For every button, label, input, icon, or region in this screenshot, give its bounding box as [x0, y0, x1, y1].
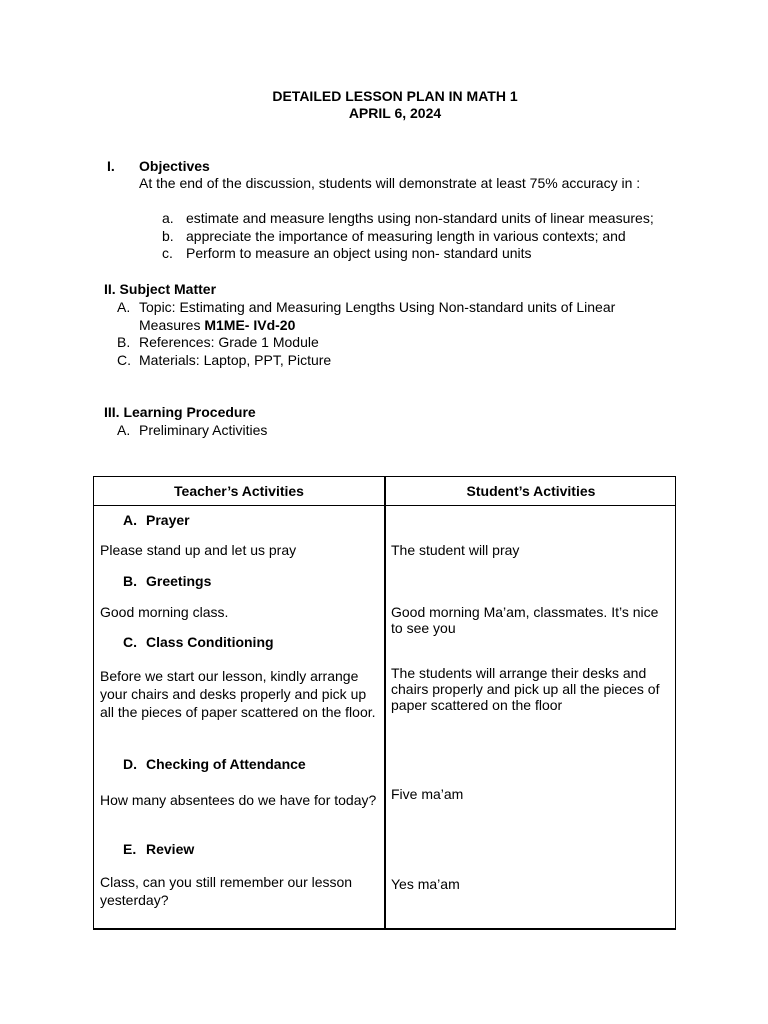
subject-matter-topic-continued — [139, 317, 295, 334]
objectives-intro: At the end of the discussion, students will demonstrate at least 75% accuracy in : — [139, 175, 641, 191]
document-title: DETAILED LESSON PLAN IN MATH 1 — [272, 88, 518, 104]
activity-title: Checking of Attendance — [146, 756, 306, 772]
teacher-activity: Good morning class. — [100, 604, 229, 620]
learning-procedure-subtitle: Preliminary Activities — [139, 422, 268, 438]
section-title-subject-matter: II. Subject Matter — [104, 281, 217, 297]
objective-marker: a. — [162, 210, 174, 226]
objective-item: Perform to measure an object using non- standard units — [186, 245, 532, 261]
student-activity: Yes ma’am — [391, 876, 460, 892]
section-title-learning-procedure: III. Learning Procedure — [104, 404, 256, 420]
activity-marker: B. — [123, 573, 137, 589]
activity-title: Class Conditioning — [146, 634, 274, 650]
subject-matter-references: References: Grade 1 Module — [139, 334, 319, 350]
objective-item: appreciate the importance of measuring length in various contexts; and — [186, 228, 626, 244]
teacher-activity: How many absentees do we have for today? — [100, 792, 377, 808]
activity-marker: D. — [123, 756, 137, 772]
document-date: APRIL 6, 2024 — [348, 105, 442, 121]
subject-matter-materials: Materials: Laptop, PPT, Picture — [139, 352, 332, 368]
objective-marker: c. — [162, 245, 173, 261]
header-divider — [94, 505, 675, 506]
objective-marker: b. — [162, 228, 174, 244]
activity-marker: E. — [123, 841, 137, 857]
subject-matter-marker: A. — [117, 299, 131, 315]
column-divider — [384, 477, 386, 928]
activities-table — [93, 476, 676, 930]
subject-matter-topic: Topic: Estimating and Measuring Lengths Using Non-standard units of Linear — [139, 299, 616, 315]
student-activity: The student will pray — [391, 542, 520, 558]
activity-title: Greetings — [146, 573, 212, 589]
learning-procedure-marker: A. — [117, 422, 131, 438]
subject-matter-marker: B. — [117, 334, 131, 350]
teacher-activity: Please stand up and let us pray — [100, 542, 297, 558]
teacher-activity: Class, can you still remember our lesson yesterday? — [100, 874, 353, 908]
activity-title: Prayer — [146, 512, 190, 528]
topic-code: M1ME- IVd-20 — [204, 317, 296, 333]
teacher-activity: Before we start our lesson, kindly arrange your chairs and desks properly and pick up all the pieces of paper scattered on the floor. — [100, 668, 376, 720]
student-activity: Five ma’am — [391, 786, 464, 802]
student-activity: The students will arrange their desks and chairs properly and pick up all the pieces of paper scattered on the floor — [391, 665, 660, 713]
section-number-objectives: I. — [107, 158, 115, 174]
topic-line2: Measures — [139, 317, 205, 333]
objective-item: estimate and measure lengths using non-standard units of linear measures; — [186, 210, 654, 226]
activity-marker: A. — [123, 512, 137, 528]
activity-marker: C. — [123, 634, 137, 650]
column-header-teacher: Teacher’s Activities — [174, 483, 304, 499]
subject-matter-marker: C. — [117, 352, 131, 368]
activity-title: Review — [146, 841, 195, 857]
student-activity: Good morning Ma’am, classmates. It’s nice to see you — [391, 604, 659, 636]
column-header-student: Student’s Activities — [466, 483, 596, 499]
section-title-objectives: Objectives — [139, 158, 210, 174]
